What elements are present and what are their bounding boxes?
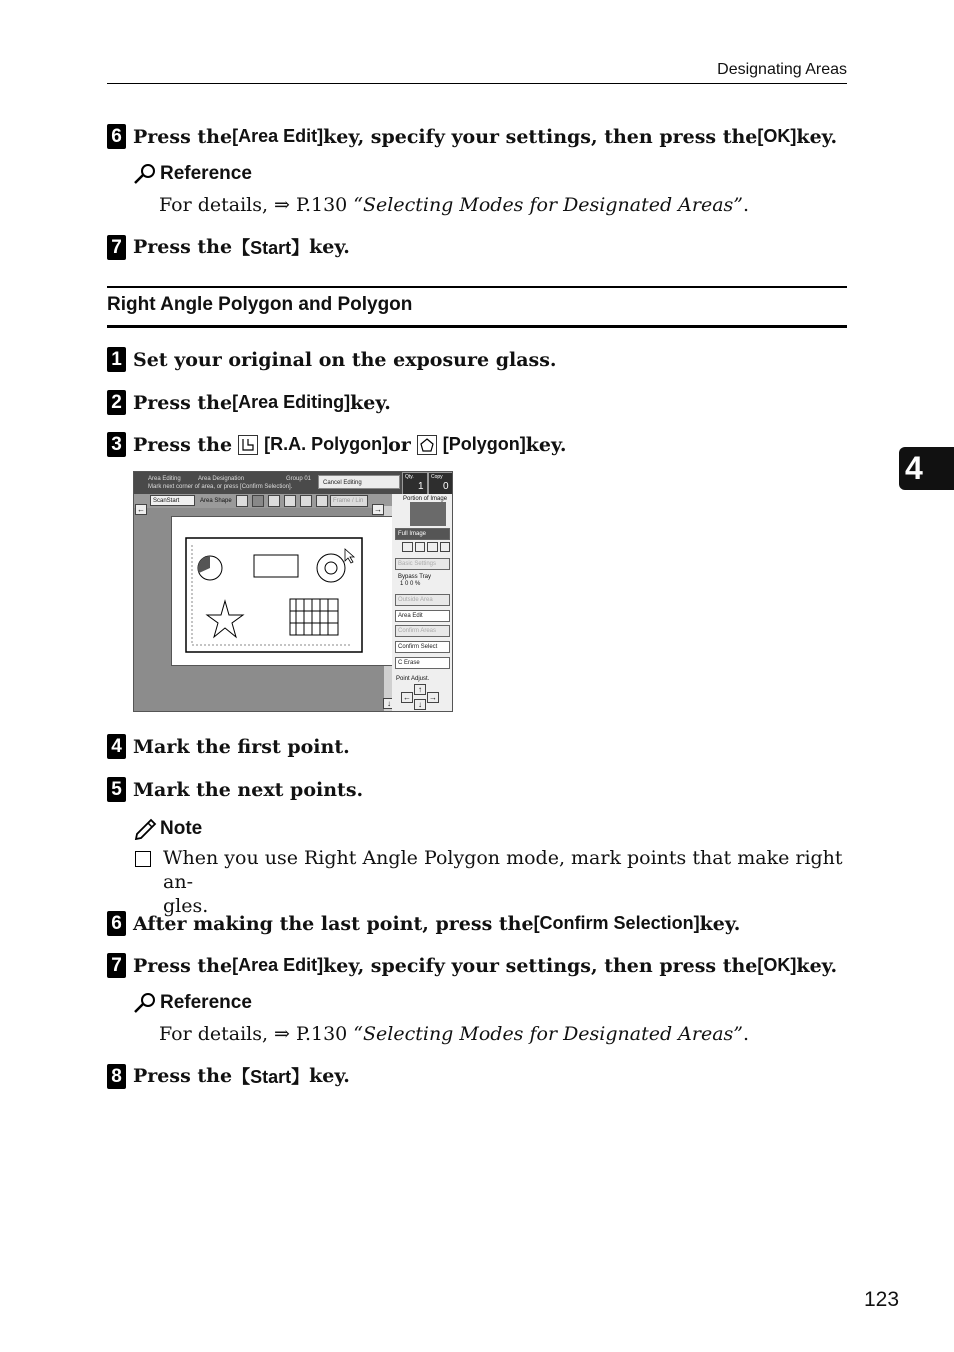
step-number: 8 xyxy=(107,1064,126,1089)
frame-line-button[interactable]: Frame / Lin xyxy=(330,495,368,507)
reference-text: For details, ⇒ P.130 “Selecting Modes for Designated Areas”. xyxy=(159,194,750,216)
step-6-area-edit: 6 Press the [Area Edit] key, specify your settings, then press the [OK] key. xyxy=(107,124,837,149)
step-6-confirm: 6 After making the last point, press the [Confirm Selection] key. xyxy=(107,911,740,936)
step-number: 2 xyxy=(107,390,126,415)
shape-button-6[interactable] xyxy=(316,495,328,507)
reference-link[interactable]: “Selecting Modes for Designated Areas” xyxy=(353,194,744,216)
polygon-key: [Polygon] xyxy=(442,434,526,454)
point-down-arrow[interactable]: ↓ xyxy=(414,699,426,710)
ok-key: [OK] xyxy=(757,126,797,146)
zoom-button-3[interactable] xyxy=(427,542,438,552)
reference-heading: Reference xyxy=(133,163,252,185)
scan-start-button[interactable]: ScanStart xyxy=(150,495,195,506)
step-2: 2 Press the [Area Editing] key. xyxy=(107,390,391,415)
step-number: 1 xyxy=(107,347,126,372)
section-rule-top xyxy=(107,286,847,288)
start-key: 【Start】 xyxy=(232,1067,310,1087)
section-title: Right Angle Polygon and Polygon xyxy=(107,294,413,315)
ra-polygon-shape-button[interactable] xyxy=(252,495,264,507)
point-up-arrow[interactable]: ↑ xyxy=(414,684,426,695)
magnifier-icon xyxy=(133,992,157,1014)
step-7-start: 7 Press the 【Start】 key. xyxy=(107,234,350,260)
step-number: 6 xyxy=(107,911,126,936)
step-4: 4 Mark the first point. xyxy=(107,734,350,759)
page-number: 123 xyxy=(864,1288,900,1311)
zoom-button-2[interactable] xyxy=(415,542,426,552)
section-rule-bottom xyxy=(107,325,847,328)
zoom-button-1[interactable] xyxy=(402,542,413,552)
reference-link[interactable]: “Selecting Modes for Designated Areas” xyxy=(353,1023,744,1045)
screen-title-bar: Area Editing Area Designation Group 01 Mark next corner of area, or press [Confirm Selection]. Cancel Editing Qty. 1 Copy 0 xyxy=(134,472,452,494)
rectangle-shape-button[interactable] xyxy=(236,495,248,507)
original-preview-image xyxy=(172,517,392,665)
chapter-tab: 4 xyxy=(899,447,954,490)
step-1: 1 Set your original on the exposure glass. xyxy=(107,347,557,372)
point-left-arrow[interactable]: ← xyxy=(403,693,411,702)
copy-display: Copy 0 xyxy=(428,472,453,496)
area-edit-key: [Area Edit] xyxy=(232,955,324,975)
screen-side-panel: Portion of Image Full Image Basic Settings Bypass Tray 1 0 0 % Outside Area Area Edit Confirm Areas Confirm Select C Erase Point Adjust. ↑ ← → ↓ xyxy=(392,494,452,711)
step-number: 3 xyxy=(107,432,126,457)
magnifier-icon xyxy=(133,163,157,185)
checkbox-bullet-icon xyxy=(135,851,151,867)
preview-paper[interactable] xyxy=(171,516,393,666)
step-7-area-edit: 7 Press the [Area Edit] key, specify your settings, then press the [OK] key. xyxy=(107,953,837,978)
shape-button-5[interactable] xyxy=(300,495,312,507)
erase-button[interactable]: C Erase xyxy=(395,657,450,669)
point-right-arrow[interactable]: → xyxy=(429,693,437,702)
cancel-editing-button[interactable]: Cancel Editing xyxy=(318,475,400,489)
header-rule xyxy=(107,83,847,84)
reference-heading-2: Reference xyxy=(133,992,252,1014)
zoom-button-4[interactable] xyxy=(440,542,451,552)
polygon-shape-button[interactable] xyxy=(268,495,280,507)
scroll-right-arrow[interactable]: → xyxy=(374,505,382,514)
area-edit-button[interactable]: Area Edit xyxy=(395,610,450,622)
step-number: 5 xyxy=(107,777,126,802)
reference-text-2: For details, ⇒ P.130 “Selecting Modes for Designated Areas”. xyxy=(159,1023,750,1045)
confirm-select-button[interactable]: Confirm Select xyxy=(395,641,450,653)
ra-polygon-key: [R.A. Polygon] xyxy=(264,434,389,454)
area-edit-key: [Area Edit] xyxy=(232,126,324,146)
control-panel-screen xyxy=(133,471,453,712)
step-5: 5 Mark the next points. xyxy=(107,777,363,802)
basic-settings-button[interactable]: Basic Settings xyxy=(395,558,450,570)
outside-area-button[interactable]: Outside Area xyxy=(395,594,450,606)
scroll-down-arrow[interactable]: ↓ xyxy=(383,698,395,709)
ok-key: [OK] xyxy=(757,955,797,975)
full-image-button[interactable]: Full Image xyxy=(395,528,450,540)
note-item: When you use Right Angle Polygon mode, mark points that make right an- gles. xyxy=(133,846,849,918)
area-editing-key: [Area Editing] xyxy=(232,392,351,412)
note-heading: Note xyxy=(133,818,202,840)
zoom-buttons xyxy=(402,542,450,552)
step-8-start: 8 Press the 【Start】 key. xyxy=(107,1063,350,1089)
pencil-icon xyxy=(133,818,157,840)
running-header: Designating Areas xyxy=(717,61,847,78)
start-key: 【Start】 xyxy=(232,238,310,258)
step-number: 7 xyxy=(107,953,126,978)
step-number: 6 xyxy=(107,124,126,149)
step-number: 4 xyxy=(107,734,126,759)
circle-shape-button[interactable] xyxy=(284,495,296,507)
image-portion-thumbnail xyxy=(410,502,446,526)
scroll-left-arrow[interactable]: ← xyxy=(137,505,145,514)
qty-display: Qty. 1 xyxy=(402,472,428,496)
step-3: 3 Press the [R.A. Polygon] or [Polygon] key. xyxy=(107,432,567,457)
right-angle-polygon-icon xyxy=(238,435,258,455)
polygon-icon xyxy=(417,435,437,455)
tool-row: ScanStart Area Shape Frame / Lin xyxy=(134,494,394,508)
step-number: 7 xyxy=(107,235,126,260)
confirm-areas-button[interactable]: Confirm Areas xyxy=(395,625,450,637)
confirm-selection-key: [Confirm Selection] xyxy=(533,913,700,933)
